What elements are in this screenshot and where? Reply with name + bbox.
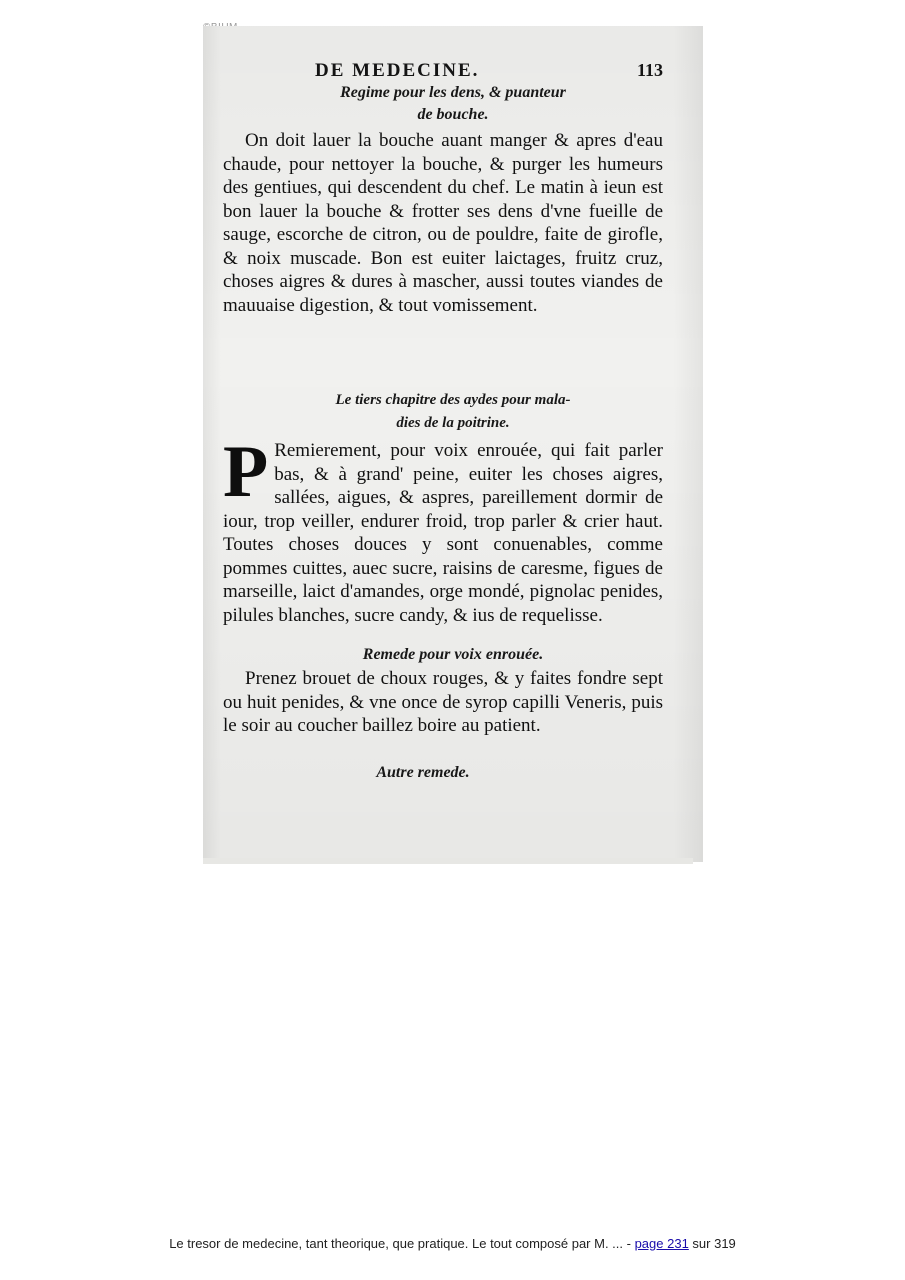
page-total: sur 319 xyxy=(688,1236,736,1251)
page-edge xyxy=(203,858,693,864)
page-number: 113 xyxy=(636,60,663,80)
drop-cap: P xyxy=(223,431,269,513)
paragraph-with-dropcap xyxy=(223,431,663,627)
running-head: DE MEDECINE. xyxy=(315,60,480,81)
paragraph: On doit lauer la bouche auant manger & apres d'eau chaude, pour nettoyer la bouche, & purger les humeurs des gentiues, qui descendent du chef. Le matin à ieun est bon lauer la bouche & frotter ses dens d'vne fueille de sauge, escorche de citron, ou de pouldre, faite de girofle, & noix muscade. Bon est euiter laictages, fruitz cruz, choses aigres & dures à mascher, aussi toutes viandes de mauuaise digestion, & tout vomissement. xyxy=(223,130,663,316)
paragraph: Prenez brouet de choux rouges, & y faites fondre sept ou huit penides, & vne once de syrop capilli Veneris, puis le soir au coucher baillez boire au patient. xyxy=(223,668,663,736)
book-title: Le tresor de medecine, tant theorique, que pratique. Le tout composé par M. ... - xyxy=(169,1236,635,1251)
chapter-heading-cont: dies de la poitrine. xyxy=(396,415,510,431)
chapter-heading: Le tiers chapitre des aydes pour mala- xyxy=(335,392,571,408)
paragraph-text: Remierement, pour voix enrouée, qui fait parler bas, & à grand' peine, euiter les choses aigres, sallées, aigues, & aspres, pareillement dormir de iour, trop veiller, endurer froid, trop parler & crier haut. Toutes choses douces y sont conuenables, comme pommes cuittes, auec sucre, raisins de caresme, figues de marseille, laict d'amandes, orge mondé, pignolac penides, pilules blanches, sucre candy, & ius de requelisse. xyxy=(223,440,663,626)
remedy-heading: Autre remede. xyxy=(376,764,470,781)
remedy-heading: Remede pour voix enrouée. xyxy=(362,646,544,663)
page-link[interactable]: page 231 xyxy=(634,1236,689,1251)
footer-caption xyxy=(0,1236,905,1251)
scanned-page xyxy=(203,26,703,862)
section-heading: Regime pour les dens, & puanteur xyxy=(340,84,566,101)
section-heading-cont: de bouche. xyxy=(417,106,489,123)
